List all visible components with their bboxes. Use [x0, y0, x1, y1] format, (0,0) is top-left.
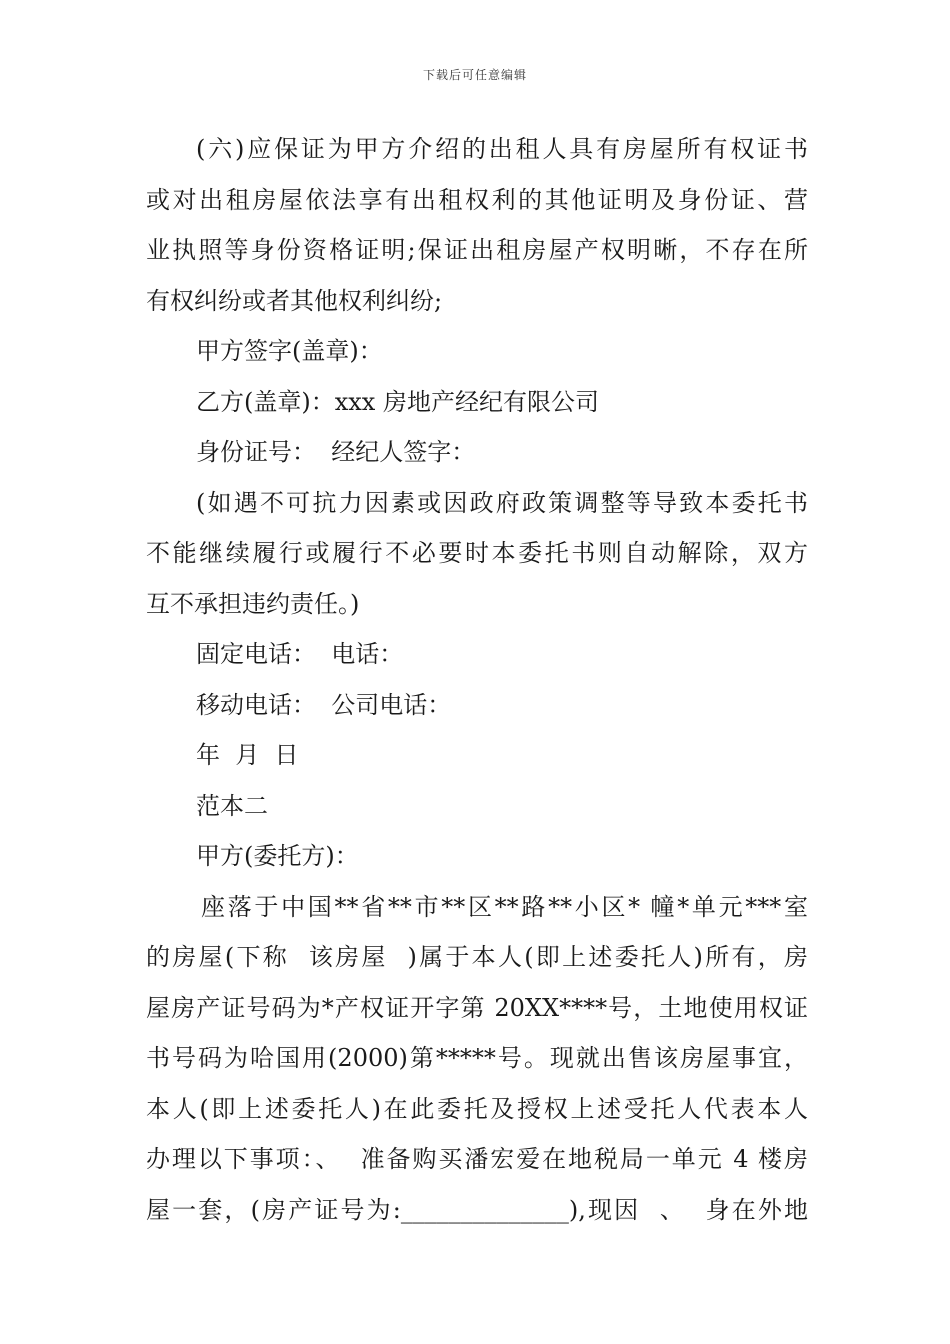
signature-line-party-b: 乙方(盖章)：xxx 房地产经纪有限公司 [196, 387, 599, 416]
paragraph-line: 本人(即上述委托人)在此委托及授权上述受托人代表本人 [146, 1094, 808, 1123]
landline-phone-line: 固定电话： 电话： [196, 640, 404, 668]
id-number-line: 身份证号： 经纪人签字： [196, 438, 476, 466]
paragraph-line: 屋一套，(房产证号为:______________),现因 、 身在外地 [146, 1195, 808, 1224]
paragraph-line: 书号码为哈国用(2000)第*****号。现就出售该房屋事宜， [146, 1044, 808, 1072]
paragraph-line: 办理以下事项：、 准备购买潘宏爱在地税局一单元 4 楼房 [146, 1145, 808, 1173]
date-line: 年 月 日 [196, 741, 299, 769]
header-note: 下载后可任意编辑 [422, 68, 527, 82]
principal-line: 甲方(委托方)： [196, 842, 359, 870]
paragraph-line: 的房屋(下称 该房屋 )属于本人(即上述委托人)所有，房 [146, 943, 808, 971]
paragraph-line: 座落于中国**省**市**区**路**小区* 幢*单元***室 [201, 892, 808, 921]
document-body [146, 124, 808, 1235]
paragraph-line: 屋房产证号码为*产权证开字第 20XX****号，土地使用权证 [146, 993, 808, 1022]
paragraph-line: (如遇不可抗力因素或因政府政策调整等导致本委托书 [196, 488, 808, 517]
paragraph-line: 有权纠纷或者其他权利纠纷; [146, 286, 443, 315]
paragraph-line: 不能继续履行或履行不必要时本委托书则自动解除，双方 [146, 539, 808, 567]
paragraph-line: (六)应保证为甲方介绍的出租人具有房屋所有权证书 [196, 135, 808, 163]
section-title: 范本二 [196, 791, 268, 820]
paragraph-line: 业执照等身份资格证明;保证出租房屋产权明晰，不存在所 [146, 236, 808, 264]
paragraph-line: 或对出租房屋依法享有出租权利的其他证明及身份证、营 [146, 185, 808, 214]
signature-line-party-a: 甲方签字(盖章)： [196, 337, 383, 365]
mobile-phone-line: 移动电话： 公司电话： [196, 690, 452, 719]
paragraph-line: 互不承担违约责任。) [146, 589, 360, 618]
